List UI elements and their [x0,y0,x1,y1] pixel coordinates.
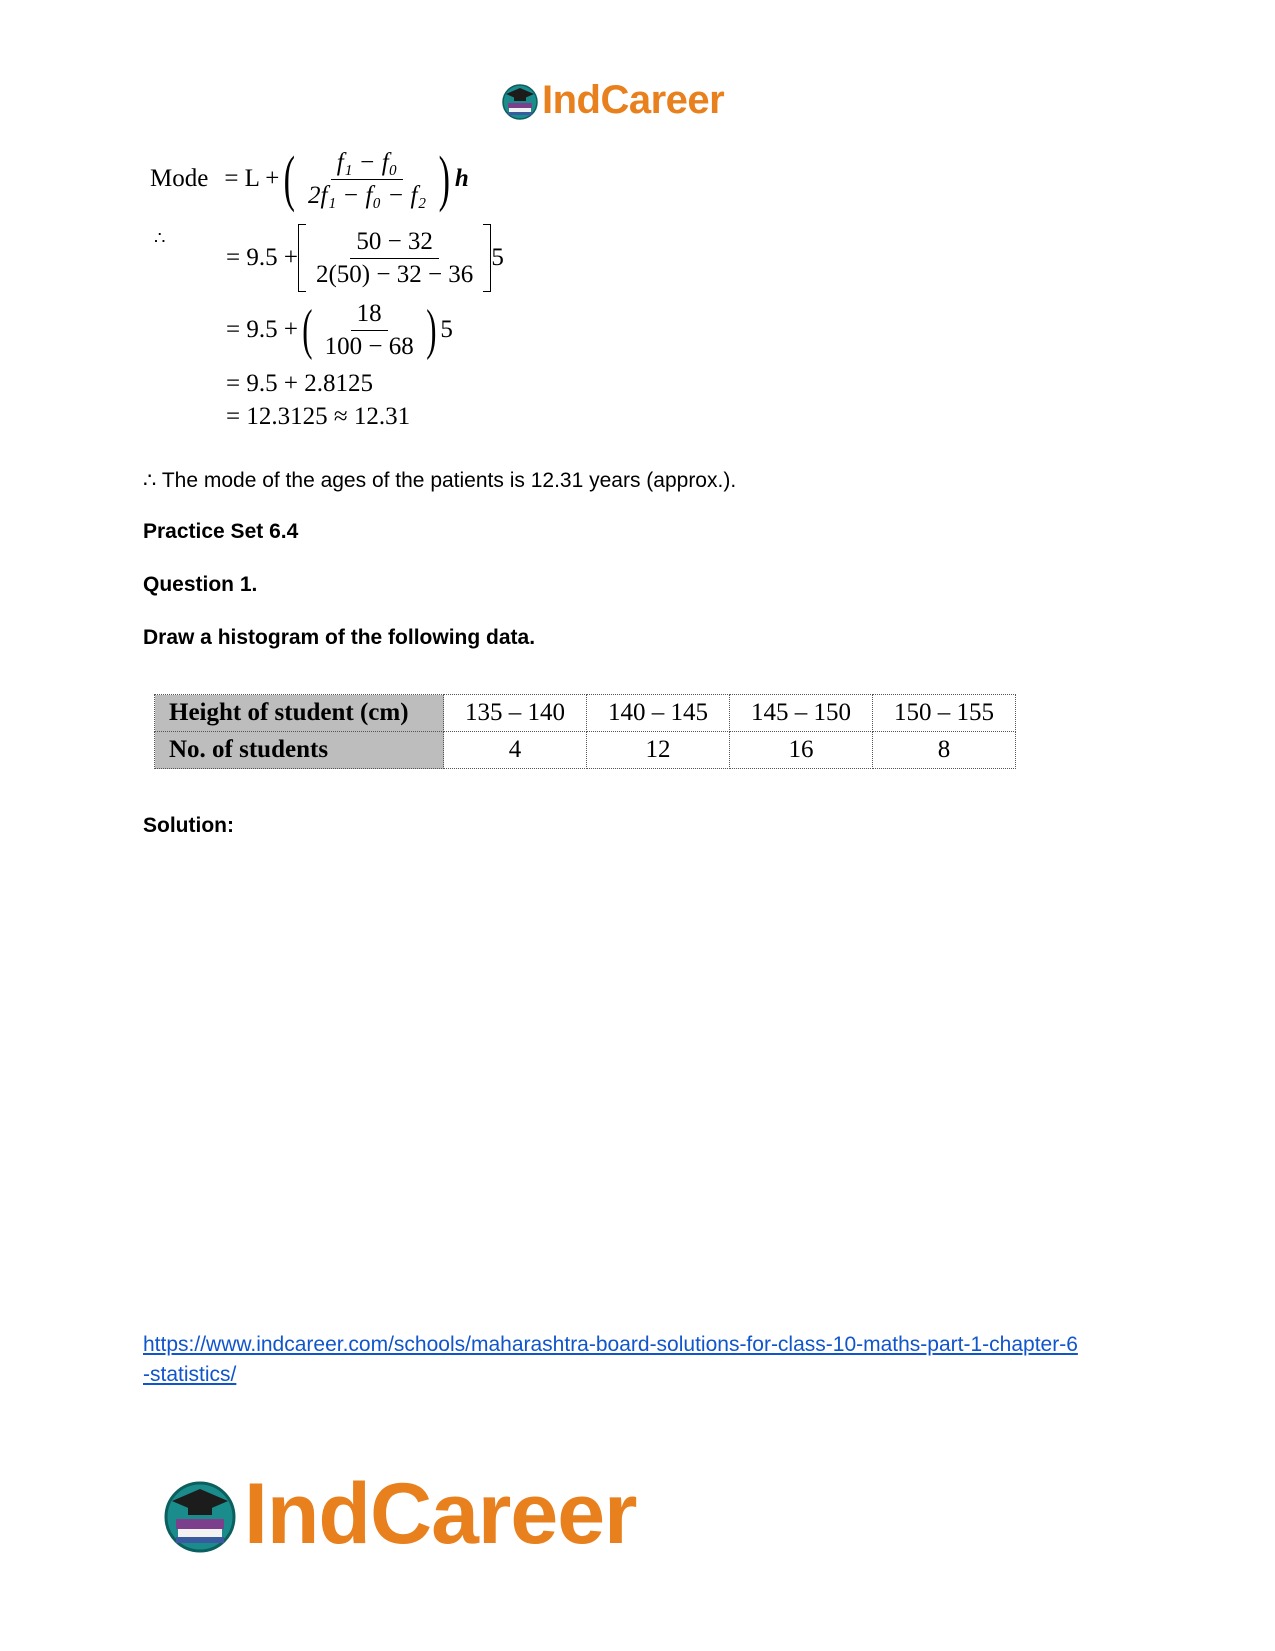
graduation-cap-globe-books-icon [160,1475,240,1555]
simplify-equals: = 9.5 + [226,316,298,343]
height-frequency-table [154,694,1016,769]
substitution-equals: = 9.5 + [226,244,298,271]
class-cell: 135 – 140 [444,695,587,732]
formula-fraction [302,149,432,209]
source-link[interactable]: https://www.indcareer.com/schools/maharashtra-board-solutions-for-class-10-maths-part-1-chapter-6-statistics/ [143,1333,1078,1386]
formula-h: h [454,165,469,192]
conclusion-text: ∴ The mode of the ages of the patients is 12.31 years (approx.). [143,469,737,492]
graduation-cap-globe-books-icon [500,81,540,121]
formula-denominator: 2f₁ − f₀ − f₂ [308,181,427,209]
substitution-numerator: 50 − 32 [350,228,439,259]
count-cell: 8 [873,732,1016,769]
substitution-row [226,224,504,292]
formula-equals: = L + [224,165,280,192]
bottom-logo-text: IndCareer [244,1466,637,1562]
substitution-h: 5 [491,244,504,271]
table-row [155,695,1016,732]
practice-set-heading: Practice Set 6.4 [143,520,299,543]
question-heading: Question 1. [143,573,258,596]
question-prompt: Draw a histogram of the following data. [143,626,536,649]
count-cell: 16 [730,732,873,769]
top-logo [500,78,724,123]
therefore-marker: ∴ [154,228,166,248]
solution-heading: Solution: [143,814,234,837]
class-cell: 150 – 155 [873,695,1016,732]
formula-numerator: f₁ − f₀ [331,149,404,180]
table-row [155,732,1016,769]
simplify-numerator: 18 [351,300,388,331]
row-header-students: No. of students [155,732,444,769]
mode-calculation [150,145,670,458]
count-cell: 12 [587,732,730,769]
mode-formula-row: Mode = L + ( $\frac{\text{f₁ − f₀}}{\text{2f₁ − f₀ − f₂}}$ ) h [150,145,469,213]
sum-row: = 9.5 + 2.8125 [226,370,373,397]
substitution-denominator: 2(50) − 32 − 36 [315,260,474,288]
top-logo-text: IndCareer [542,78,725,122]
simplify-denominator: 100 − 68 [324,332,414,360]
simplify-fraction [319,300,420,360]
class-cell: 140 – 145 [587,695,730,732]
count-cell: 4 [444,732,587,769]
class-cell: 145 – 150 [730,695,873,732]
result-row: = 12.3125 ≈ 12.31 [226,403,411,430]
bottom-logo [160,1465,637,1564]
mode-label: Mode [150,165,209,192]
substitution-fraction [310,228,479,288]
simplify-h: 5 [440,316,453,343]
row-header-height: Height of student (cm) [155,695,444,732]
simplify-row: = 9.5 + ( $\frac{18}{100 - 68}$ ) 5 [226,299,453,361]
